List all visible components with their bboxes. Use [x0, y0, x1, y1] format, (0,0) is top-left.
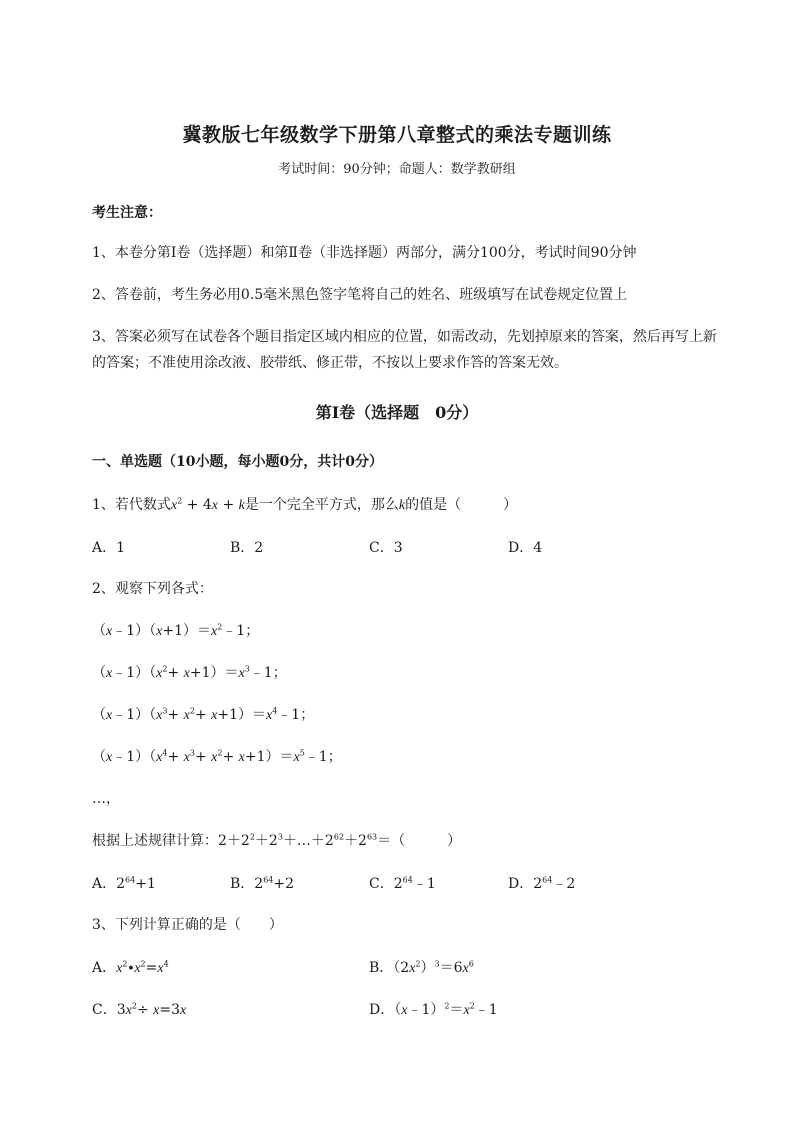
q3-option-d: D．$(x﹣1)^2=x^2﹣1$	[369, 1001, 498, 1018]
notice-item-3-cont: 的答案；不准使用涂改液、胶带纸、修正带，不按以上要求作答的答案无效。	[92, 355, 568, 371]
q2-ellipsis: …，	[92, 791, 120, 807]
q2-formula-3: $(x﹣1)(x^3+ x^2+$ $x+1)=x^4﹣1$；	[92, 706, 315, 723]
q2-compute	[92, 830, 461, 850]
q1-mid: 是一个完全平方式，那么	[244, 497, 399, 513]
q2-compute-expression: $2+2^2+2^3+\dots+2^{62}+2^{63}$	[218, 832, 378, 849]
q1-variable: k	[398, 498, 406, 513]
notice-item-1: 1、本卷分第I卷（选择题）和第Ⅱ卷（非选择题）两部分，满分100分，考试时间90分钟	[92, 245, 637, 261]
question-3: 3、下列计算正确的是（ ）	[92, 917, 283, 933]
question-2: 2、观察下列各式：	[92, 581, 213, 597]
section-title: 第I卷（选择题 0分）	[315, 403, 479, 422]
notice-item-2: 2、答卷前，考生务必用0.5毫米黑色签字笔将自己的姓名、班级填写在试卷规定位置上	[92, 287, 628, 303]
q2-option-a: A．$2^{64}+1$	[92, 875, 156, 892]
q2-formula-1: $(x﹣1)(x+1)=x^2﹣1$；	[92, 622, 260, 639]
q2-option-d: D．$2^{64}﹣2$	[508, 875, 576, 892]
q1-option-a: A．1	[92, 540, 126, 556]
notice-item-3: 3、答案必须写在试卷各个题目指定区域内相应的位置，如需改动，先划掉原来的答案，然后再写上新	[92, 329, 717, 345]
question-1	[92, 494, 517, 514]
q2-option-c: C．$2^{64}﹣1$	[369, 875, 436, 892]
page-title: 冀教版七年级数学下册第八章整式的乘法专题训练	[182, 124, 612, 146]
q1-option-b: B．2	[230, 540, 264, 556]
q2-compute-prefix: 根据上述规律计算：	[92, 833, 218, 849]
exam-info: 考试时间：90分钟；命题人：数学教研组	[278, 162, 516, 177]
q2-formula-4: $(x﹣1)(x^4+ x^3+ x^2+$ $x+1)=x^5﹣1$；	[92, 748, 342, 765]
q1-option-c: C．3	[369, 540, 403, 556]
notice-heading: 考生注意：	[92, 205, 162, 221]
part-heading: 一、单选题（10小题，每小题0分，共计0分）	[92, 454, 383, 470]
q3-option-a: A．$x^2\cdot x^2=x^4$	[92, 959, 169, 976]
q2-compute-suffix: ＝（ ）	[377, 833, 462, 849]
q1-expression: $x^2 + 4x + k$	[170, 496, 245, 513]
q1-suffix: 的值是（ ）	[405, 497, 518, 513]
q2-option-b: B．$2^{64}+2$	[230, 875, 295, 892]
q1-prefix: 1、若代数式	[92, 497, 171, 513]
q1-option-d: D．4	[508, 540, 543, 556]
q3-option-c: C．$3x^2\div x=3x$	[92, 1001, 187, 1018]
q2-formula-2: $(x﹣1)(x^2+$ $x+1)=x^3﹣1$；	[92, 664, 287, 681]
q3-option-b: B．$(2x^2)^3=6x^6$	[369, 959, 474, 976]
